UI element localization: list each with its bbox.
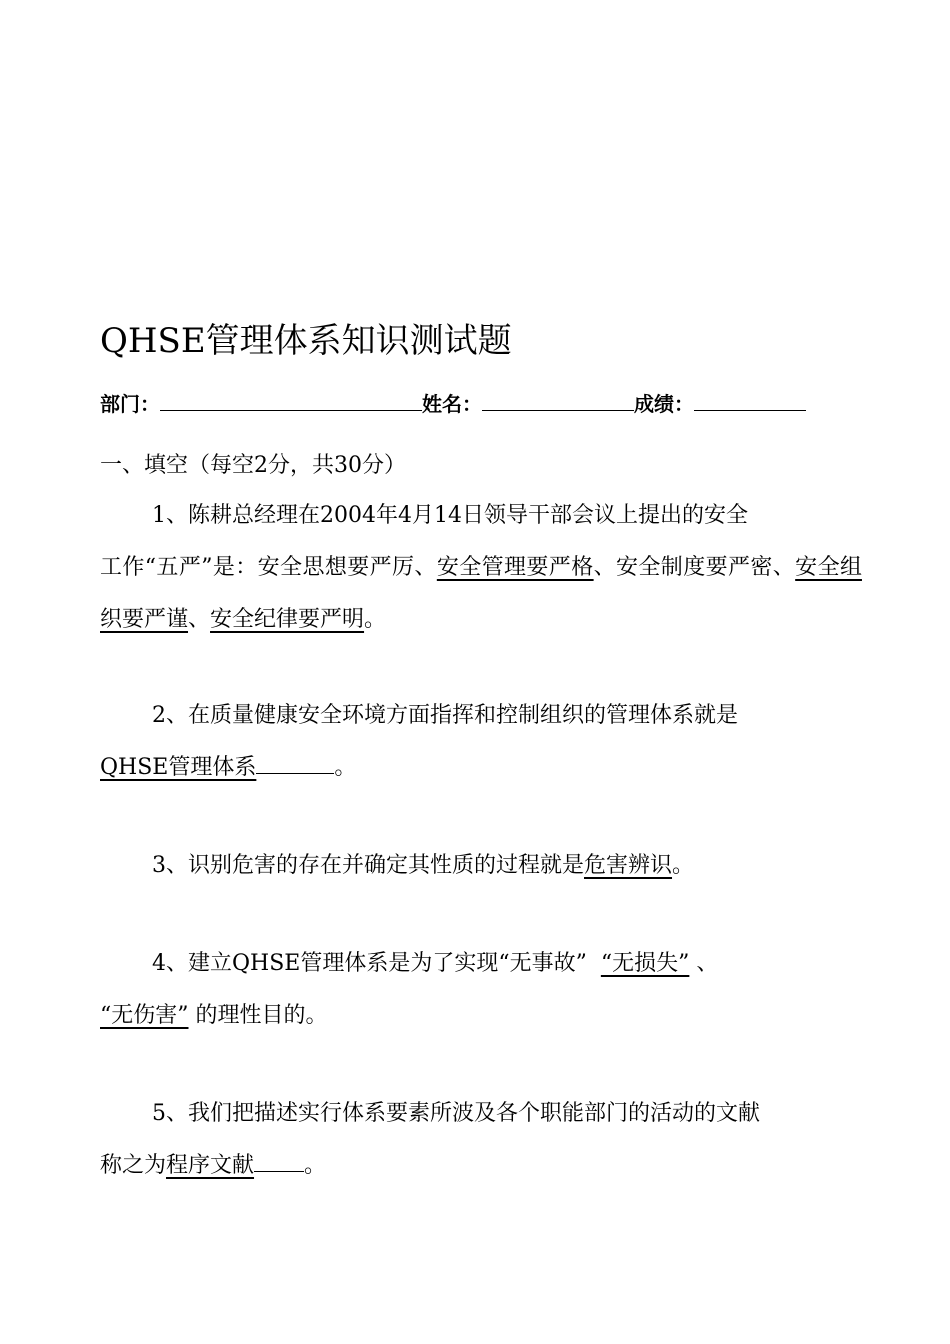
question-1-answer-2: 安全组织要严谨 [100,555,862,632]
question-5-line1: 5、我们把描述实行体系要素所波及各个职能部门的活动的文献 [152,1101,760,1126]
name-label: 姓名： [422,392,482,416]
question-3-line [100,840,862,892]
question-5 [100,1088,862,1192]
question-1-text-3: 、 [188,607,211,632]
question-4-text-3: 的理性目的。 [188,1003,328,1028]
doc-title: QHSE管理体系知识测试题 [100,321,512,361]
question-4-answer-1: “无损失” [600,951,690,976]
question-1-text-4: 。 [364,607,387,632]
department-blank[interactable] [160,388,422,411]
question-2-answer-pad [256,753,334,774]
question-1 [100,490,862,646]
name-blank[interactable] [482,388,634,411]
question-3-text: 3、识别危害的存在并确定其性质的过程就是 [152,853,584,878]
question-3 [100,840,862,892]
question-4-line1 [100,938,862,990]
department-label: 部门： [100,392,160,416]
question-2-line1: 2、在质量健康安全环境方面指挥和控制组织的管理体系就是 [152,703,738,728]
question-5-answer-pad [254,1151,304,1172]
section-heading-fill-blank: 一、填空（每空2分，共30分） [100,453,406,478]
question-4 [100,938,862,1042]
score-blank[interactable] [694,388,806,411]
header-fields [100,388,806,420]
question-1-text: 工作“五严”是：安全思想要严厉、 [100,555,437,580]
question-4-text: 4、建立QHSE管理体系是为了实现“无事故” [152,951,587,976]
question-5-text-2: 。 [304,1153,327,1178]
question-2-text: 。 [334,755,357,780]
question-1-line1: 1、陈耕总经理在2004年4月14日领导干部会议上提出的安全 [152,503,748,528]
score-label: 成绩： [634,392,694,416]
question-2 [100,690,862,794]
question-5-answer-1: 程序文献 [166,1153,255,1178]
question-3-answer-1: 危害辨识 [584,853,673,878]
question-1-answer-3: 安全纪律要严明 [210,607,365,632]
question-4-text-2: 、 [689,951,719,976]
question-4-answer-2: “无伤害” [100,1003,189,1028]
question-1-answer-1: 安全管理要严格 [436,555,594,580]
question-1-text-2: 、安全制度要严密、 [593,555,796,580]
question-3-text-2: 。 [672,853,695,878]
question-2-answer-1: QHSE管理体系 [100,755,257,780]
question-5-text: 称之为 [100,1153,167,1178]
